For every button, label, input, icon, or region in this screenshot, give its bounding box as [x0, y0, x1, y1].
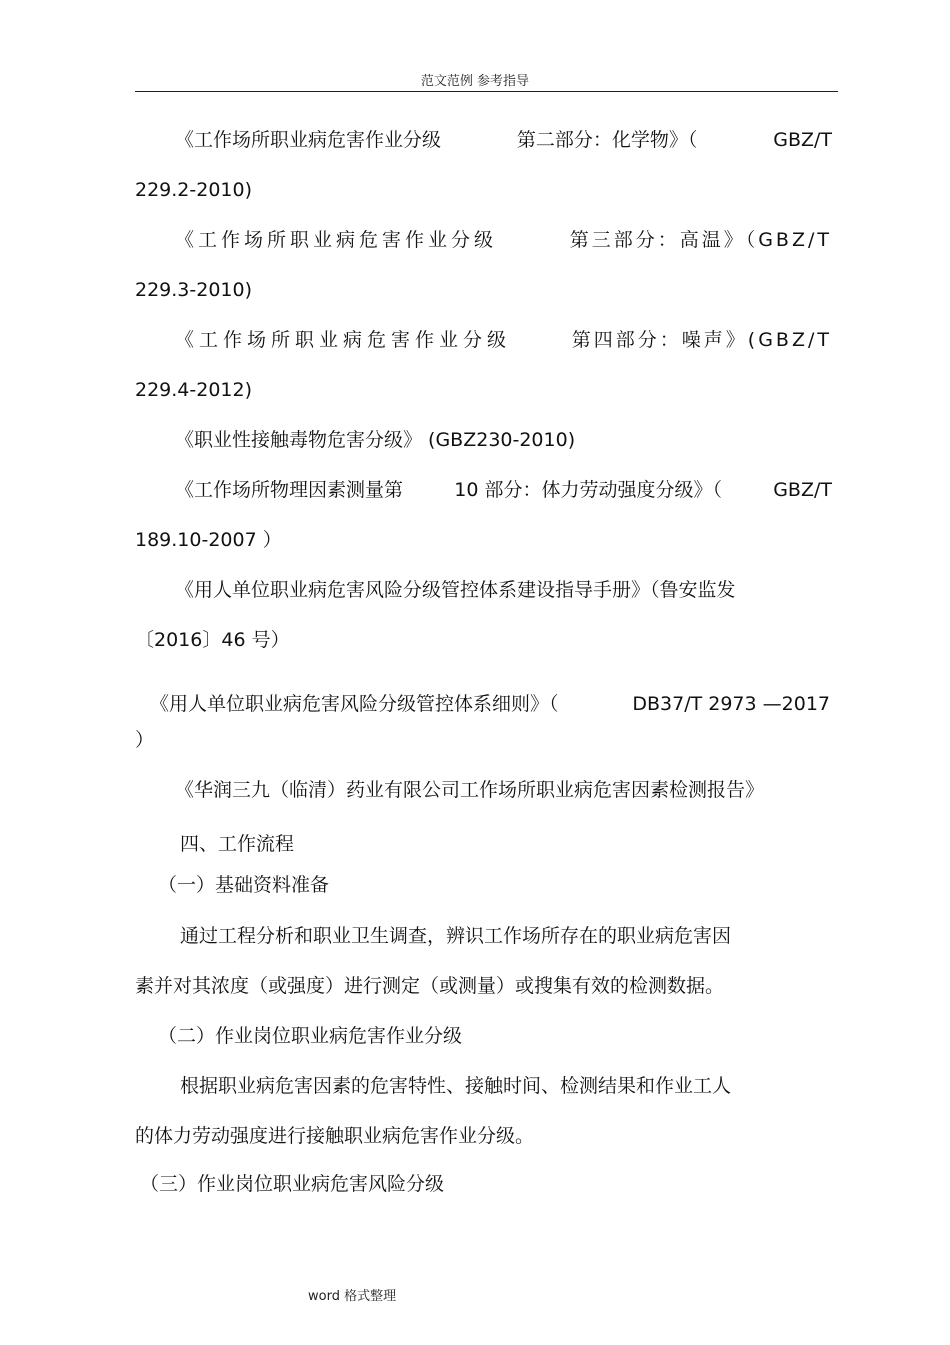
reference-5-part-3: GBZ/T [773, 479, 832, 501]
reference-7-part-1: 《用人单位职业病危害风险分级管控体系细则》（ [150, 693, 559, 715]
reference-2-part-1: 《工作场所职业病危害作业分级 [175, 229, 498, 251]
reference-7-continuation: ） [135, 729, 155, 751]
paragraph-1-line-2: 素并对其浓度（或强度）进行测定（或测量）或搜集有效的检测数据。 [135, 975, 725, 997]
paragraph-2-line-2: 的体力劳动强度进行接触职业病危害作业分级。 [135, 1125, 535, 1147]
reference-2-continuation: 229.3-2010) [135, 279, 253, 301]
reference-5-part-1: 《工作场所物理因素测量第 [175, 479, 404, 501]
reference-1-continuation: 229.2-2010) [135, 179, 253, 201]
section-heading: 四、工作流程 [180, 833, 295, 855]
reference-2-part-2: 第三部分：高温》（GBZ/T [569, 229, 832, 251]
reference-7 [150, 692, 830, 716]
reference-3-part-1: 《工作场所职业病危害作业分级 [175, 329, 512, 351]
subsection-2-heading: （二）作业岗位职业病危害作业分级 [158, 1025, 463, 1047]
header-divider [135, 91, 838, 92]
reference-8: 《华润三九（临清）药业有限公司工作场所职业病危害因素检测报告》 [175, 779, 765, 801]
paragraph-2-line-1: 根据职业病危害因素的危害特性、接触时间、检测结果和作业工人 [180, 1075, 732, 1097]
reference-6: 《用人单位职业病危害风险分级管控体系建设指导手册》（鲁安监发 [175, 579, 736, 601]
reference-5 [175, 478, 832, 502]
paragraph-1-line-1: 通过工程分析和职业卫生调查，辨识工作场所存在的职业病危害因 [180, 925, 732, 947]
subsection-3-heading: （三）作业岗位职业病危害风险分级 [140, 1173, 445, 1195]
reference-1-part-2: 第二部分：化学物》（ [516, 129, 698, 151]
subsection-1-heading: （一）基础资料准备 [158, 874, 330, 896]
reference-3-continuation: 229.4-2012) [135, 379, 253, 401]
reference-1-part-1: 《工作场所职业病危害作业分级 [175, 129, 442, 151]
reference-2 [175, 228, 832, 252]
reference-3-part-2: 第四部分：噪声》(GBZ/T [571, 329, 832, 351]
reference-6-continuation: 〔2016〕46 号） [135, 629, 290, 651]
page-footer: word 格式整理 [308, 1289, 397, 1304]
reference-7-part-2: DB37/T 2973 —2017 [632, 693, 830, 715]
reference-3 [175, 328, 832, 352]
reference-5-part-2: 10 部分：体力劳动强度分级》（ [454, 479, 722, 501]
page-header: 范文范例 参考指导 [420, 74, 530, 89]
reference-4: 《职业性接触毒物危害分级》 (GBZ230-2010) [175, 429, 576, 451]
reference-1 [175, 128, 832, 152]
reference-1-part-3: GBZ/T [773, 129, 832, 151]
reference-5-continuation: 189.10-2007 ） [135, 529, 282, 551]
